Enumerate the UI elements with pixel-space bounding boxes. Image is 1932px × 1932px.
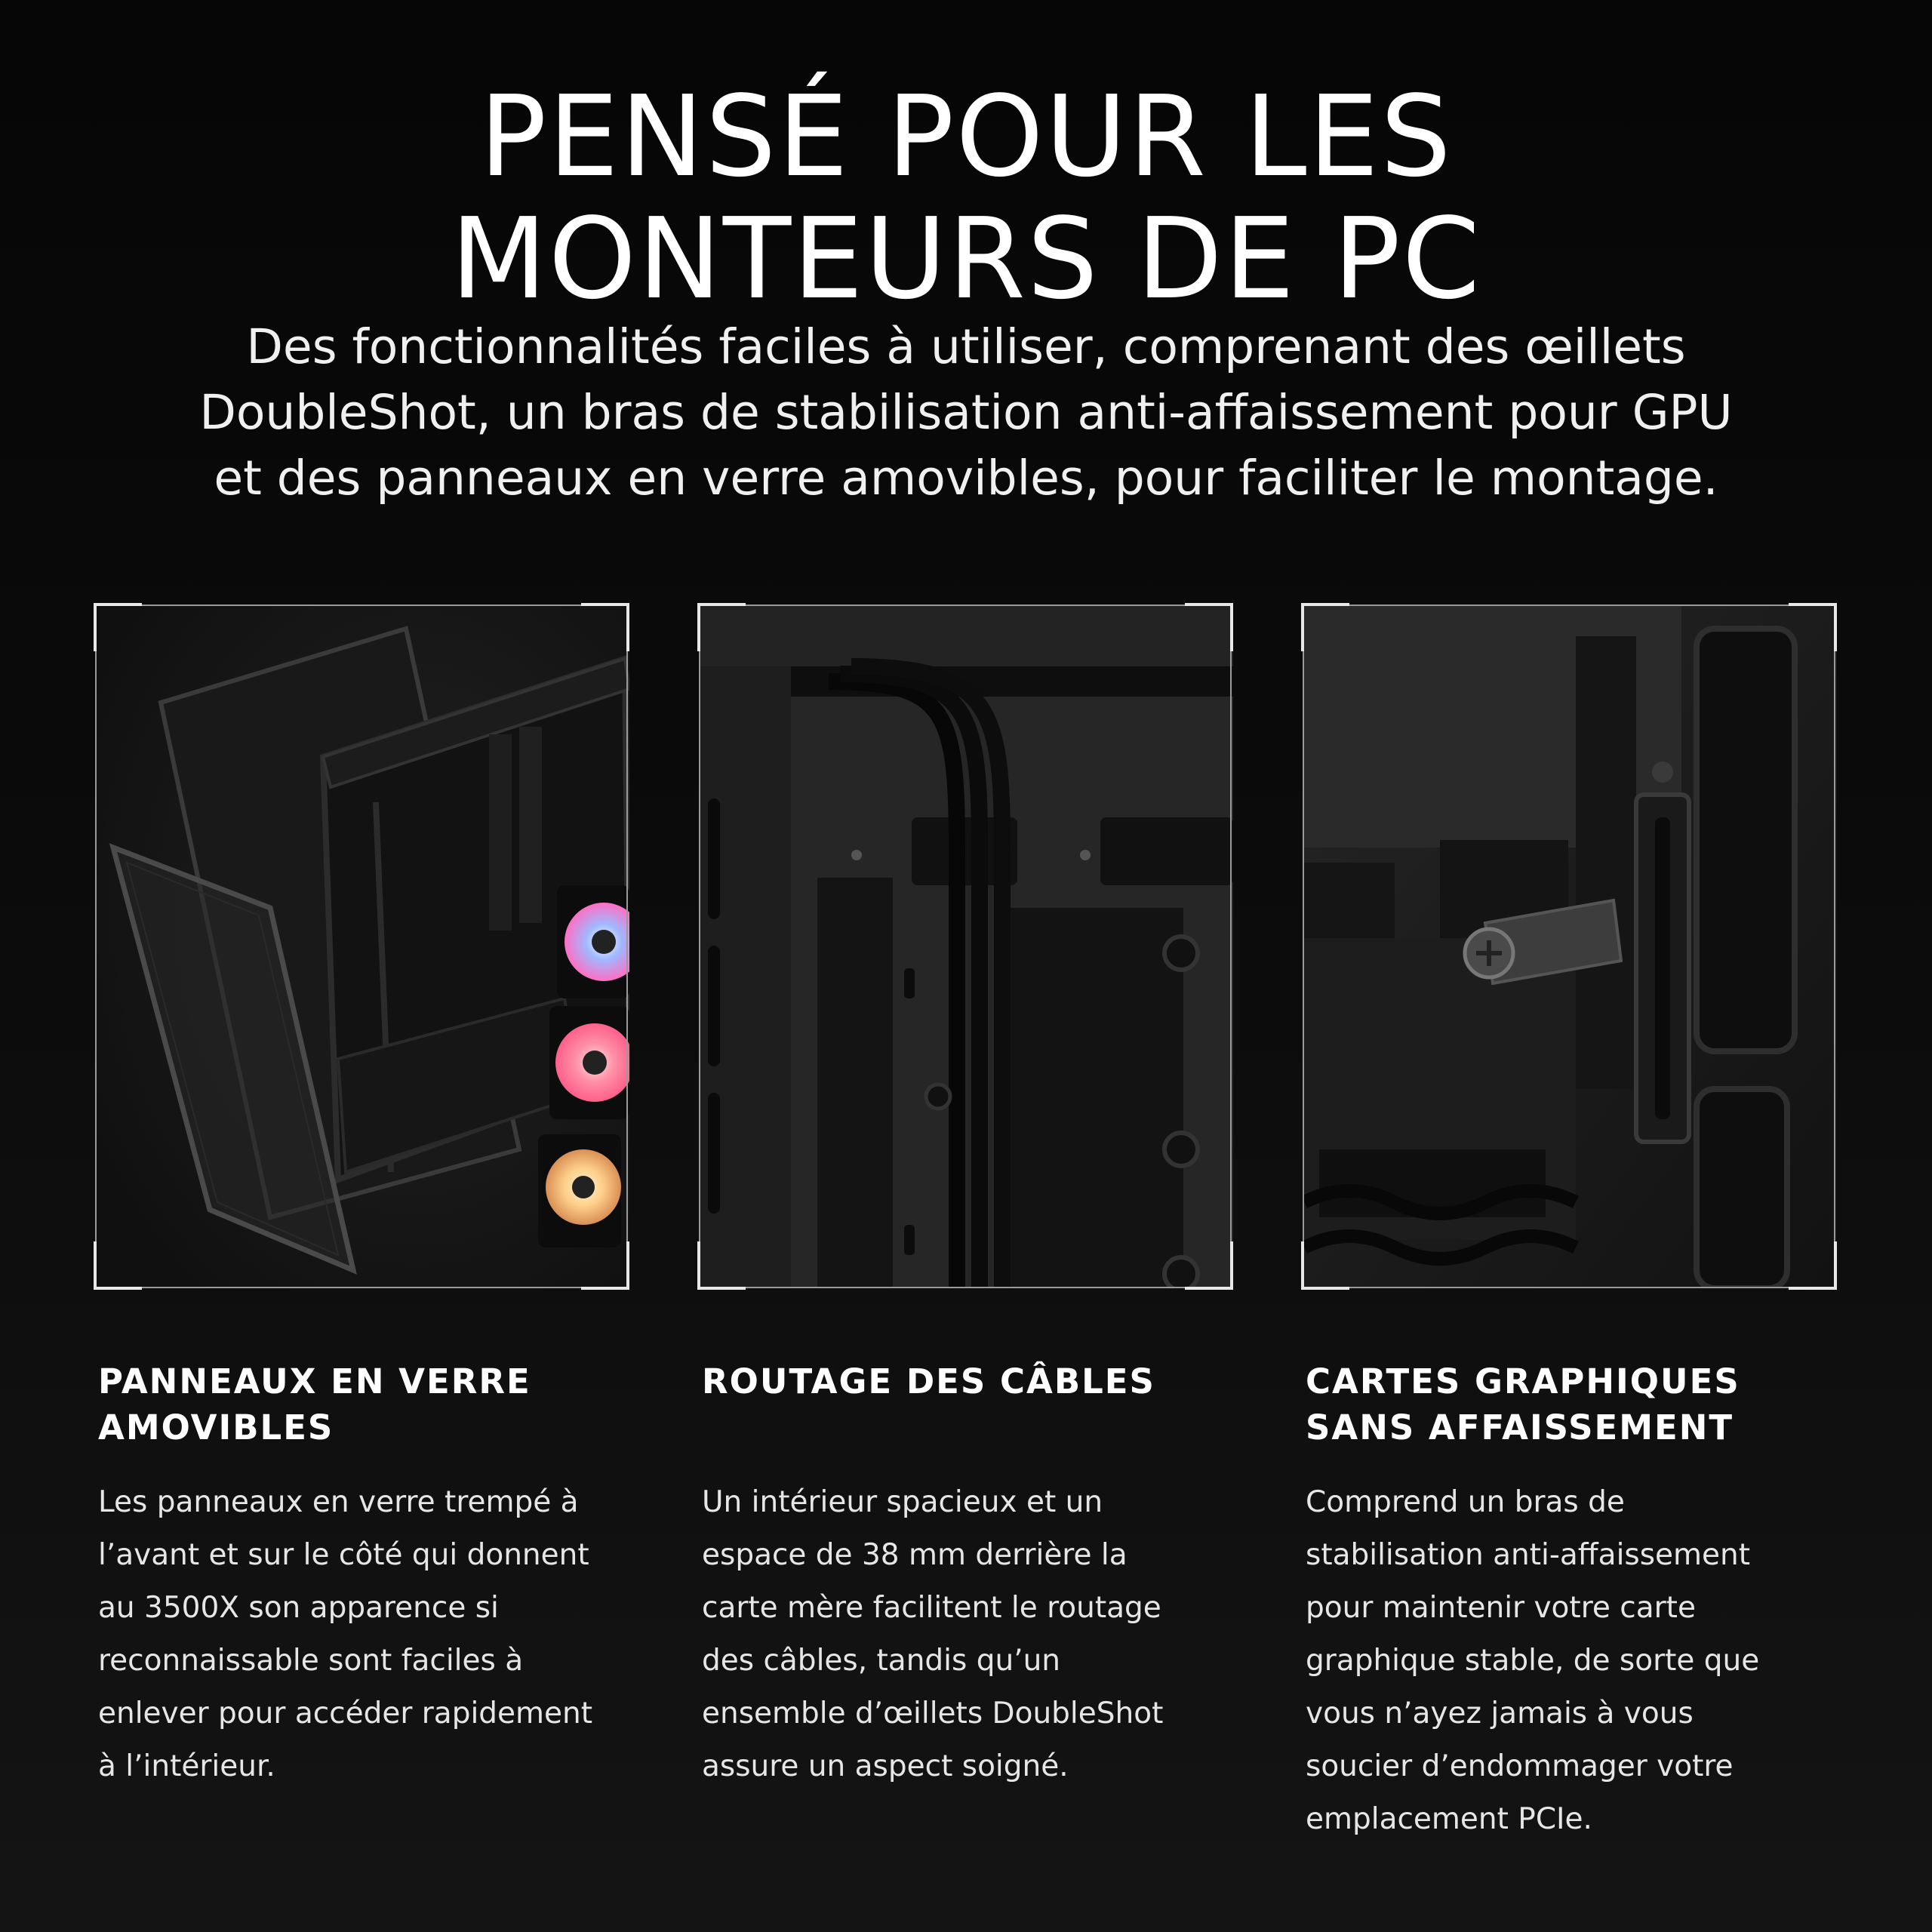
subtitle-line: DoubleShot, un bras de stabilisation anti-affaissement pour GPU (199, 385, 1733, 440)
feature-body-cable-routing (702, 1476, 1253, 1793)
feature-body-line: Un intérieur spacieux et un (702, 1485, 1103, 1519)
feature-body-line: des câbles, tandis qu’un (702, 1644, 1061, 1678)
image-gpu-bracket (1304, 606, 1837, 1288)
headline (0, 72, 1932, 324)
case-exploded-illustration (97, 606, 629, 1288)
feature-body-line: Les panneaux en verre trempé à (98, 1485, 579, 1519)
cable-routing-illustration (700, 606, 1233, 1288)
feature-body-line: vous n’ayez jamais à vous (1306, 1697, 1694, 1730)
feature-title-line: ROUTAGE DES CÂBLES (702, 1361, 1155, 1401)
feature-title-glass-panels (98, 1358, 641, 1451)
feature-body-glass-panels (98, 1476, 649, 1793)
feature-body-line: au 3500X son apparence si (98, 1591, 499, 1625)
feature-body-line: reconnaissable sont faciles à (98, 1644, 524, 1678)
headline-line: MONTEURS DE PC (450, 194, 1482, 324)
gpu-bracket-illustration (1304, 606, 1837, 1288)
feature-body-line: l’avant et sur le côté qui donnent (98, 1538, 589, 1572)
image-glass-panels (97, 606, 629, 1288)
feature-body-line: stabilisation anti-affaissement (1306, 1538, 1751, 1572)
feature-body-line: à l’intérieur. (98, 1749, 275, 1783)
feature-title-line: CARTES GRAPHIQUES (1306, 1361, 1740, 1401)
feature-body-line: pour maintenir votre carte (1306, 1591, 1696, 1625)
feature-title-cable-routing (702, 1358, 1245, 1404)
feature-title-line: SANS AFFAISSEMENT (1306, 1407, 1734, 1447)
feature-title-line: PANNEAUX EN VERRE (98, 1361, 531, 1401)
headline-line: PENSÉ POUR LES (479, 72, 1453, 202)
image-cable-routing (700, 606, 1233, 1288)
feature-body-line: enlever pour accéder rapidement (98, 1697, 593, 1730)
feature-body-line: espace de 38 mm derrière la (702, 1538, 1128, 1572)
feature-body-line: Comprend un bras de (1306, 1485, 1625, 1519)
feature-body-line: ensemble d’œillets DoubleShot (702, 1697, 1164, 1730)
feature-body-line: emplacement PCIe. (1306, 1802, 1592, 1836)
feature-title-gpu-bracket (1306, 1358, 1849, 1451)
subtitle-line: Des fonctionnalités faciles à utiliser, comprenant des œillets (246, 319, 1686, 374)
subtitle-line: et des panneaux en verre amovibles, pour faciliter le montage. (214, 451, 1718, 506)
feature-body-line: carte mère facilitent le routage (702, 1591, 1161, 1625)
feature-body-line: soucier d’endommager votre (1306, 1749, 1734, 1783)
feature-body-gpu-bracket (1306, 1476, 1857, 1846)
feature-title-line: AMOVIBLES (98, 1407, 334, 1447)
feature-body-line: assure un aspect soigné. (702, 1749, 1069, 1783)
feature-body-line: graphique stable, de sorte que (1306, 1644, 1760, 1678)
subtitle (121, 314, 1811, 511)
